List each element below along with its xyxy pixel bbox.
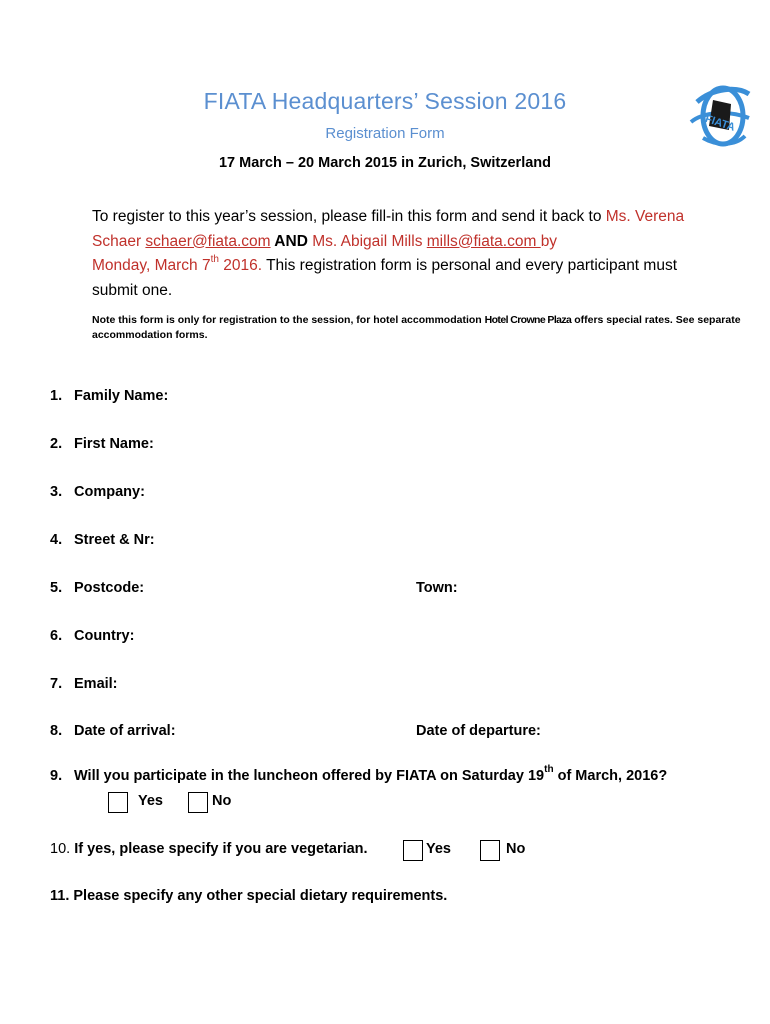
field-email	[50, 676, 118, 692]
luncheon-no-checkbox[interactable]	[188, 792, 208, 813]
contact1-email-link[interactable]: schaer@fiata.com	[145, 232, 271, 250]
luncheon-sup: th	[544, 764, 554, 776]
note-text-2: offers special rates. See separate accommodation forms.	[92, 314, 741, 341]
first-name-label: First Name:	[74, 436, 154, 452]
contact2-email-link[interactable]: mills@fiata.com	[426, 232, 541, 250]
by-text: by	[540, 232, 558, 250]
postcode-label: Postcode:	[74, 580, 145, 596]
logo-text: FIATA	[703, 112, 737, 134]
question-dietary	[50, 888, 447, 904]
intro-paragraph	[92, 205, 712, 303]
vegetarian-yes-label: Yes	[426, 841, 451, 857]
event-dates: 17 March – 20 March 2015 in Zurich, Switzerland	[218, 155, 551, 171]
vegetarian-no-label: No	[506, 841, 526, 857]
intro-text-2: This registration form is personal and every participant must submit one.	[92, 257, 678, 299]
field-departure	[416, 723, 541, 739]
globe-icon	[683, 82, 755, 156]
luncheon-yes-label: Yes	[138, 793, 163, 809]
vegetarian-yes-checkbox[interactable]	[403, 840, 423, 861]
q-number: 4.	[50, 532, 63, 548]
and-text: AND	[270, 232, 308, 250]
family-name-label: Family Name:	[74, 388, 169, 404]
luncheon-no-label: No	[212, 793, 232, 809]
country-label: Country:	[74, 628, 135, 644]
page-title: FIATA Headquarters’ Session 2016	[203, 88, 567, 114]
deadline-year: 2016.	[218, 257, 263, 274]
q-number: 2.	[50, 436, 63, 452]
contact2-name: Ms. Abigail Mills	[307, 232, 427, 250]
deadline-sup: th	[210, 253, 219, 265]
q-number: 10.	[50, 841, 71, 857]
note	[92, 313, 742, 343]
field-postcode	[50, 580, 144, 596]
field-family-name	[50, 388, 168, 404]
q-number: 7.	[50, 676, 63, 692]
field-street	[50, 532, 155, 548]
field-first-name	[50, 436, 154, 452]
fiata-logo	[683, 82, 755, 156]
deadline: Monday, March 7	[92, 257, 211, 274]
question-luncheon	[50, 764, 668, 784]
luncheon-yes-checkbox[interactable]	[108, 792, 128, 813]
town-label: Town:	[416, 580, 458, 596]
company-label: Company:	[74, 484, 145, 500]
note-hotel: Hotel Crowne Plaza	[484, 314, 572, 326]
q-number: 9.	[50, 768, 63, 784]
email-label: Email:	[74, 676, 118, 692]
q-number: 1.	[50, 388, 63, 404]
note-text: Note this form is only for registration to the session, for hotel accommodation	[92, 314, 485, 326]
field-company	[50, 484, 145, 500]
luncheon-label-end: of March, 2016?	[553, 768, 668, 784]
field-arrival	[50, 723, 176, 739]
intro-text: To register to this year’s session, please fill-in this form and send it back to	[92, 208, 606, 225]
departure-label: Date of departure:	[416, 723, 541, 739]
q-number: 11.	[50, 888, 70, 904]
vegetarian-no-checkbox[interactable]	[480, 840, 500, 861]
field-town	[416, 580, 458, 596]
contact1-name: Ms. Verena Schaer	[92, 208, 685, 250]
vegetarian-label: If yes, please specify if you are vegetarian.	[74, 841, 368, 857]
dietary-label: Please specify any other special dietary requirements.	[73, 888, 448, 904]
street-label: Street & Nr:	[74, 532, 155, 548]
page-subtitle: Registration Form	[325, 125, 445, 142]
question-vegetarian	[50, 841, 368, 857]
arrival-label: Date of arrival:	[74, 723, 176, 739]
luncheon-label: Will you participate in the luncheon offered by FIATA on Saturday 19	[74, 768, 545, 784]
q-number: 3.	[50, 484, 63, 500]
q-number: 5.	[50, 580, 63, 596]
q-number: 8.	[50, 723, 63, 739]
q-number: 6.	[50, 628, 63, 644]
field-country	[50, 628, 134, 644]
